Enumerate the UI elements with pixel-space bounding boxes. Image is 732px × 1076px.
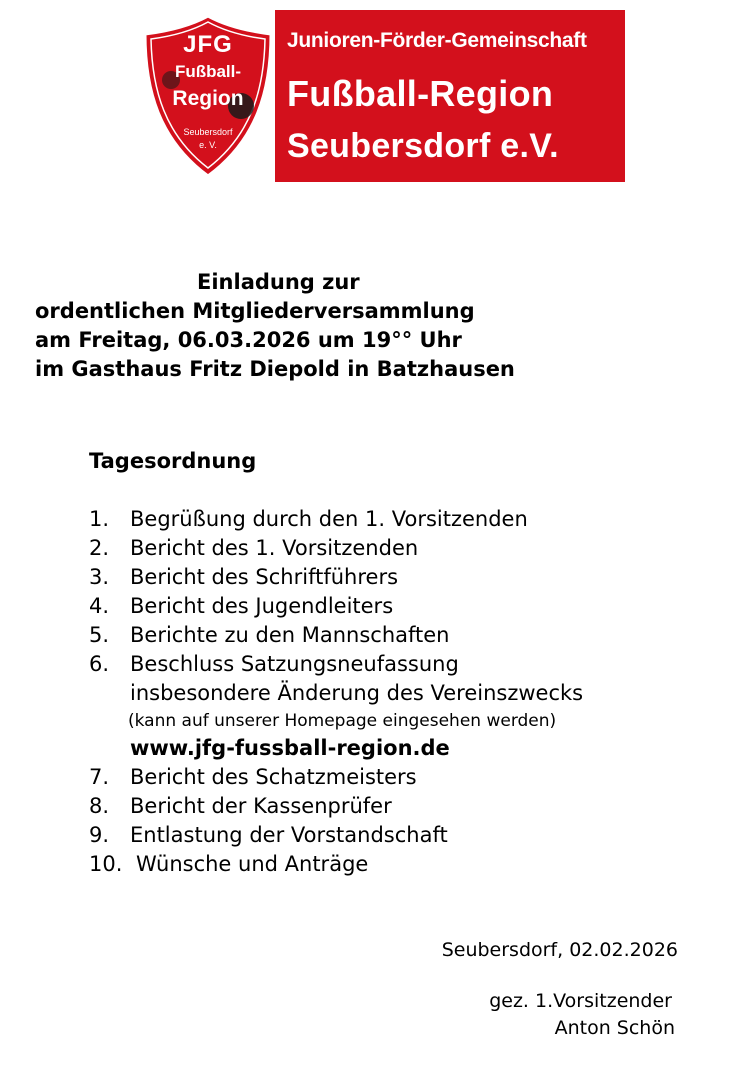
club-name-line3: Seubersdorf e.V. [287, 127, 559, 165]
signer-name: Anton Schön [554, 1017, 675, 1039]
agenda-item-text: Berichte zu den Mannschaften [130, 623, 450, 647]
agenda-item-text: Begrüßung durch den 1. Vorsitzenden [130, 507, 528, 531]
signed-by-label: gez. 1.Vorsitzender [489, 990, 672, 1012]
club-name-line2: Fußball-Region [287, 73, 554, 114]
agenda-item6-continuation: insbesondere Änderung des Vereinszwecks [130, 681, 584, 705]
agenda-item-number: 4. [89, 594, 110, 618]
crest-line-fussball: Fußball- [174, 62, 242, 81]
agenda-item-text: Bericht des Jugendleiters [130, 594, 394, 618]
agenda-item-number: 1. [89, 507, 110, 531]
agenda-item [89, 821, 709, 850]
agenda-item [89, 534, 709, 563]
crest-line-seubersdorf: Seubersdorf [183, 127, 233, 137]
agenda-item [89, 850, 709, 879]
agenda-list [89, 505, 709, 879]
agenda-item [89, 792, 709, 821]
agenda-item-text: Bericht der Kassenprüfer [130, 794, 392, 818]
agenda-item [89, 563, 709, 592]
invitation-line4: im Gasthaus Fritz Diepold in Batzhausen [35, 357, 515, 381]
agenda-item [89, 592, 709, 621]
agenda-item [89, 650, 709, 679]
agenda-item-number: 7. [89, 765, 110, 789]
invitation-line2: ordentlichen Mitgliederversammlung [35, 299, 475, 323]
invitation-line3: am Freitag, 06.03.2026 um 19°° Uhr [35, 328, 462, 352]
agenda-item [89, 505, 709, 534]
agenda-item-text: Bericht des Schriftführers [130, 565, 399, 589]
crest-line-jfg: JFG [183, 31, 233, 58]
club-crest [141, 10, 275, 182]
agenda-item-number: 9. [89, 823, 110, 847]
agenda-item-text: Bericht des 1. Vorsitzenden [130, 536, 419, 560]
agenda-item-number: 2. [89, 536, 110, 560]
agenda-item-number: 6. [89, 652, 110, 676]
agenda-item [89, 621, 709, 650]
agenda-item-text: Entlastung der Vorstandschaft [130, 823, 448, 847]
agenda-item-text: Beschluss Satzungsneufassung [130, 652, 459, 676]
agenda-item-url [89, 734, 709, 763]
crest-line-region: Region [172, 87, 244, 110]
agenda-item-text: Wünsche und Anträge [136, 852, 369, 876]
crest-line-ev: e. V. [199, 140, 217, 150]
agenda-item-number: 10. [89, 852, 123, 876]
agenda-item-number: 5. [89, 623, 110, 647]
invitation-heading [35, 268, 695, 384]
club-logo-banner [141, 10, 625, 182]
club-name-line1: Junioren-Förder-Gemeinschaft [287, 29, 587, 52]
agenda-title: Tagesordnung [89, 449, 257, 473]
homepage-link[interactable]: www.jfg-fussball-region.de [130, 736, 450, 760]
agenda-item-note [89, 708, 709, 734]
agenda-item [89, 763, 709, 792]
agenda-item-text: Bericht des Schatzmeisters [130, 765, 417, 789]
agenda-item-number: 3. [89, 565, 110, 589]
club-name-panel [275, 10, 625, 182]
agenda-item6-note: (kann auf unserer Homepage eingesehen werden) [128, 711, 557, 731]
agenda-item-continuation [89, 679, 709, 708]
invitation-line1: Einladung zur [197, 270, 360, 294]
agenda-item-number: 8. [89, 794, 110, 818]
place-and-date: Seubersdorf, 02.02.2026 [441, 939, 678, 961]
